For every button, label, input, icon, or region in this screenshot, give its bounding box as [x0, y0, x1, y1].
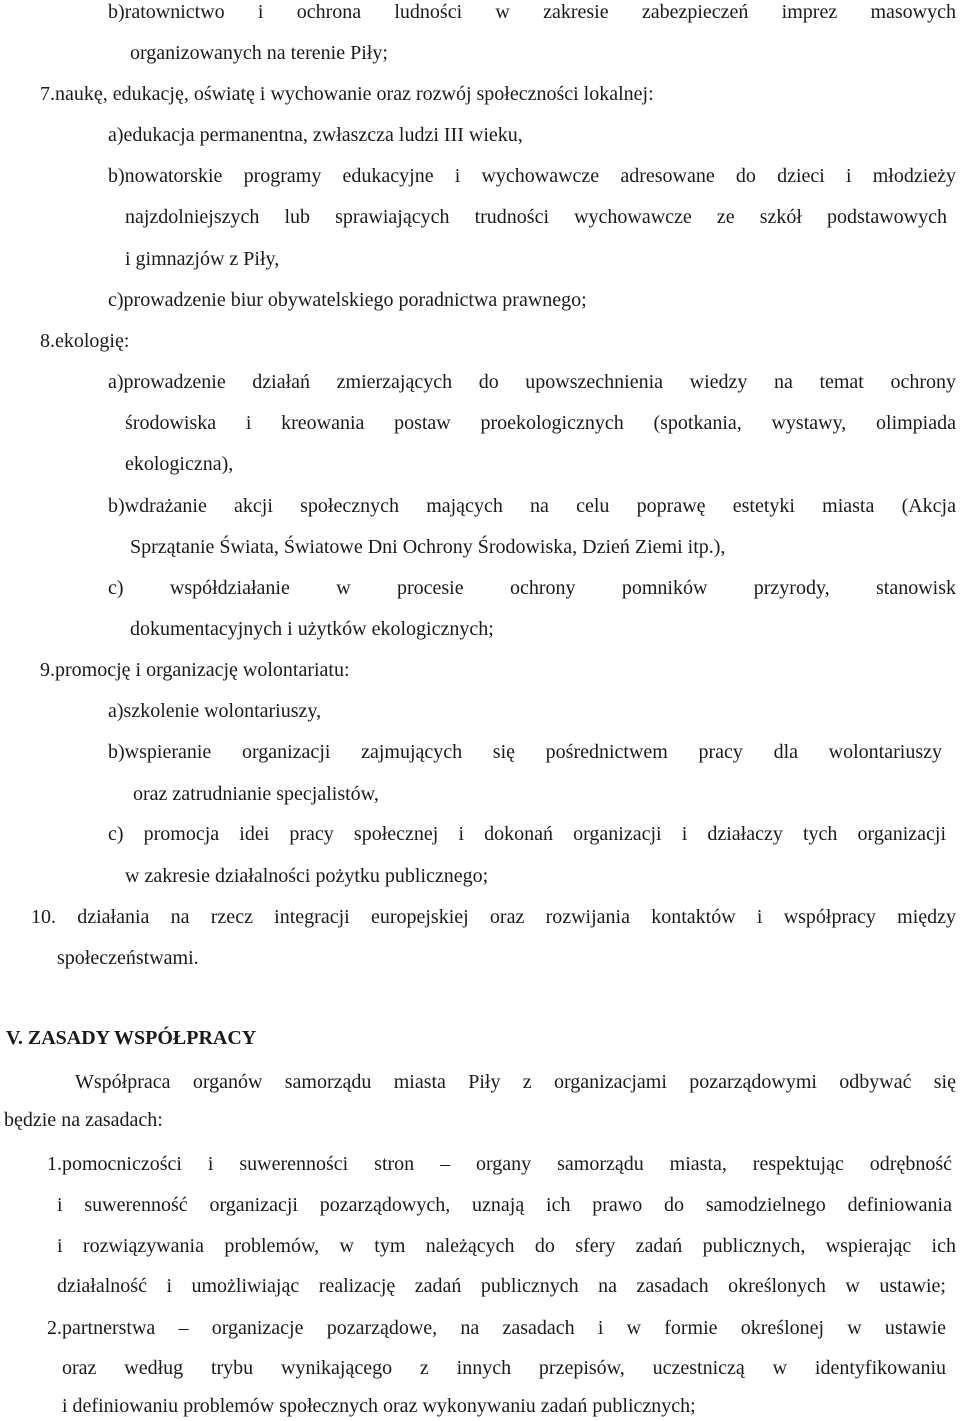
- list-item-8: 8.ekologię:: [40, 330, 130, 352]
- list-item-9: 9.promocję i organizację wolontariatu:: [40, 659, 350, 681]
- text-line: w zakresie działalności pożytku publicznego;: [125, 865, 489, 887]
- list-item-7: 7.naukę, edukację, oświatę i wychowanie oraz rozwój społeczności lokalnej:: [40, 83, 654, 105]
- principle-item-2: 2.partnerstwa – organizacje pozarządowe, na zasadach i w formie określonej w ustawie: [47, 1317, 946, 1339]
- text-line: c)prowadzenie biur obywatelskiego poradnictwa prawnego;: [108, 289, 587, 311]
- text-line: i gimnazjów z Piły,: [125, 248, 280, 270]
- text-line: b)wspieranie organizacji zajmujących się pośrednictwem pracy dla wolontariuszy: [108, 741, 942, 763]
- text-line: ekologiczna),: [125, 453, 234, 475]
- text-line: i suwerenność organizacji pozarządowych, uznają ich prawo do samodzielnego definiowania: [57, 1194, 952, 1216]
- text-line: i definiowaniu problemów społecznych oraz wykonywaniu zadań publicznych;: [62, 1395, 696, 1417]
- text-line: i rozwiązywania problemów, w tym należących do sfery zadań publicznych, wspierając ich: [57, 1235, 956, 1257]
- list-item-10: 10. działania na rzecz integracji europejskiej oraz rozwijania kontaktów i współpracy między: [31, 906, 956, 928]
- section-heading: V. ZASADY WSPÓŁPRACY: [6, 1027, 257, 1049]
- text-line: dokumentacyjnych i użytków ekologicznych;: [130, 618, 494, 640]
- text-line: b)ratownictwo i ochrona ludności w zakresie zabezpieczeń imprez masowych: [108, 1, 956, 23]
- text-line: b)nowatorskie programy edukacyjne i wychowawcze adresowane do dzieci i młodzieży: [108, 165, 956, 187]
- text-line: b)wdrażanie akcji społecznych mających na celu poprawę estetyki miasta (Akcja: [108, 495, 956, 517]
- text-line: a)edukacja permanentna, zwłaszcza ludzi III wieku,: [108, 124, 523, 146]
- text-line: Sprzątanie Świata, Światowe Dni Ochrony Środowiska, Dzień Ziemi itp.),: [130, 536, 726, 558]
- text-line: organizowanych na terenie Piły;: [130, 42, 388, 64]
- text-line: c) promocja idei pracy społecznej i dokonań organizacji i działaczy tych organizacji: [108, 823, 946, 845]
- text-line: a)prowadzenie działań zmierzających do upowszechnienia wiedzy na temat ochrony: [108, 371, 956, 393]
- text-line: najzdolniejszych lub sprawiających trudności wychowawcze ze szkół podstawowych: [125, 206, 947, 228]
- text-line: a)szkolenie wolontariuszy,: [108, 700, 322, 722]
- text-line: społeczeństwami.: [57, 947, 199, 969]
- text-line: działalność i umożliwiając realizację zadań publicznych na zasadach określonych w ustawie;: [57, 1275, 946, 1297]
- text-line: Współpraca organów samorządu miasta Piły z organizacjami pozarządowymi odbywać się: [75, 1071, 956, 1093]
- text-line: będzie na zasadach:: [4, 1109, 163, 1131]
- principle-item-1: 1.pomocniczości i suwerenności stron – organy samorządu miasta, respektując odrębność: [47, 1153, 952, 1175]
- text-line: środowiska i kreowania postaw proekologicznych (spotkania, wystawy, olimpiada: [125, 412, 956, 434]
- text-line: oraz zatrudnianie specjalistów,: [133, 783, 379, 805]
- text-line: c) współdziałanie w procesie ochrony pomników przyrody, stanowisk: [108, 577, 956, 599]
- text-line: oraz według trybu wynikającego z innych przepisów, uczestniczą w identyfikowaniu: [62, 1357, 946, 1379]
